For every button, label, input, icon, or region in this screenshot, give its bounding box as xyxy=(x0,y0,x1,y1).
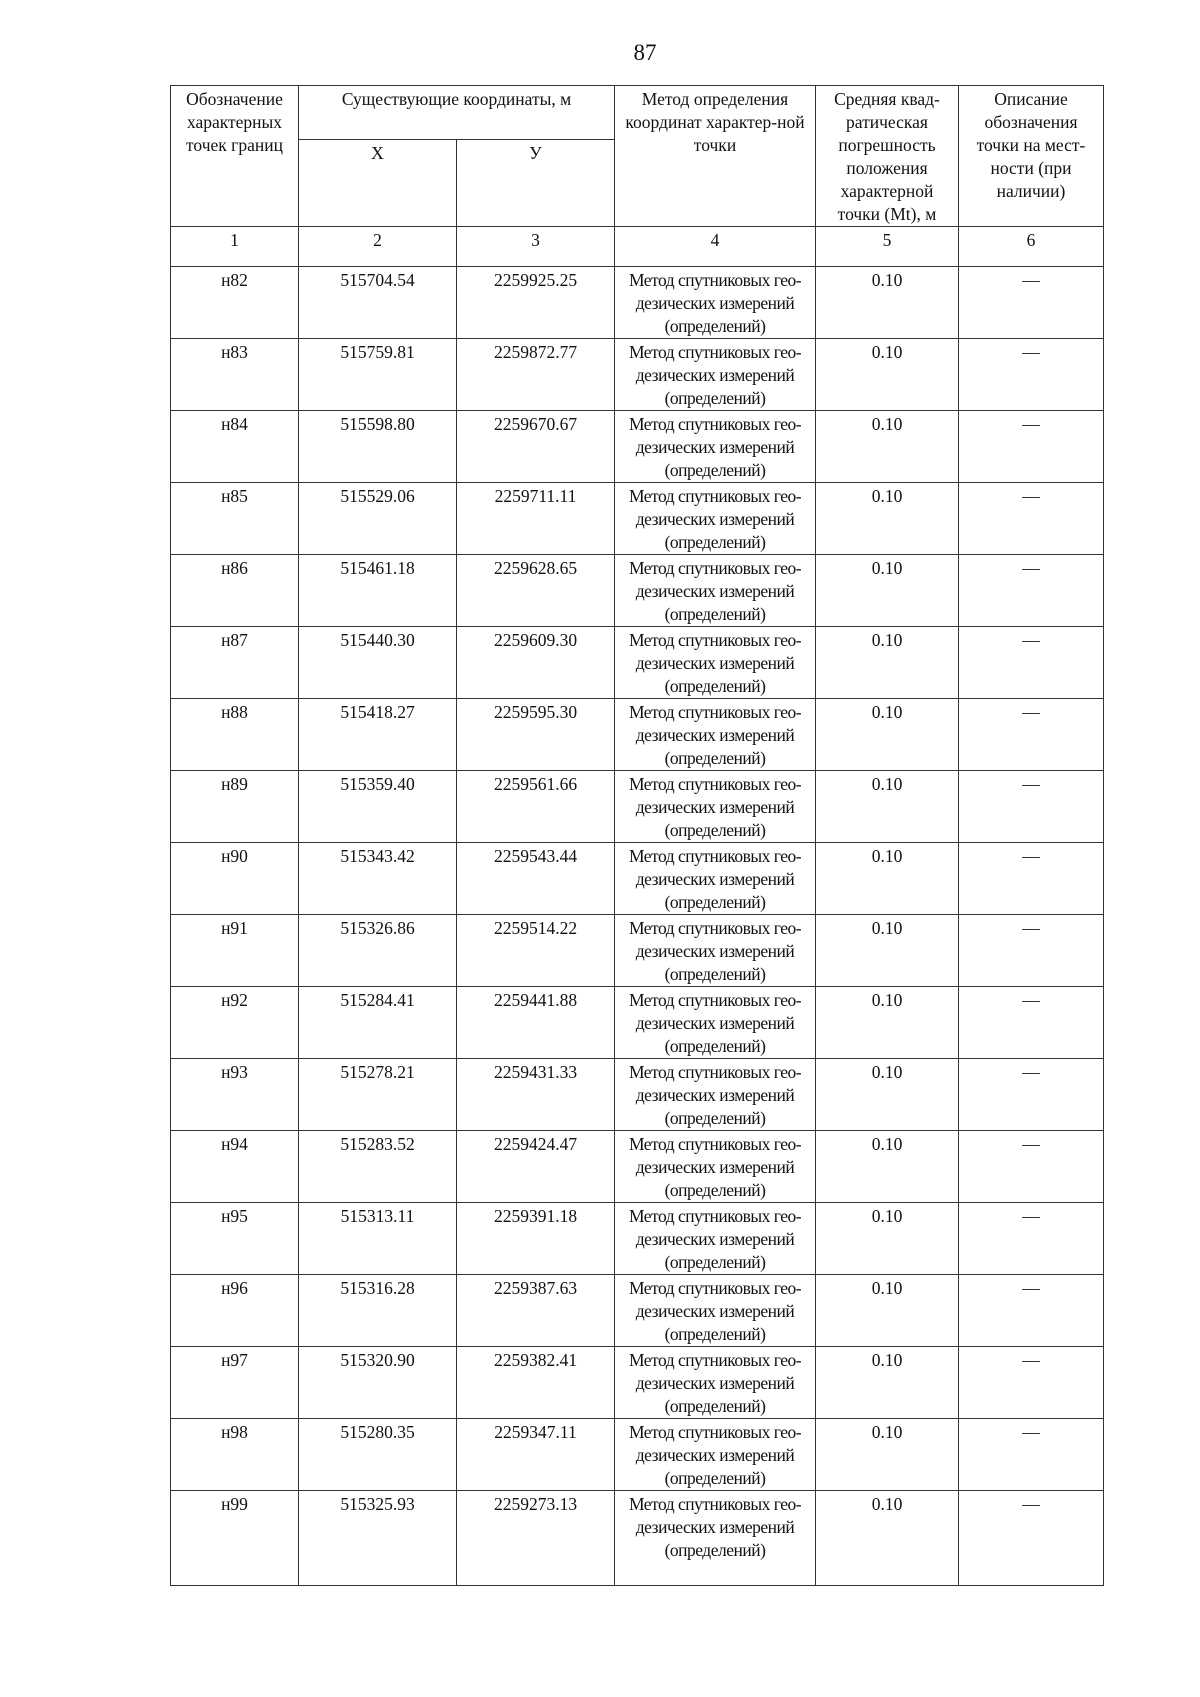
x-coordinate-cell: 515461.18 xyxy=(299,555,457,627)
mean-square-error-cell: 0.10 xyxy=(816,339,959,411)
method-cell: Метод спутниковых гео-дезических измерений (определений) xyxy=(615,1059,816,1131)
point-cell: н95 xyxy=(171,1203,299,1275)
description-cell: — xyxy=(959,411,1104,483)
table-row xyxy=(171,267,1104,339)
x-coordinate-cell: 515280.35 xyxy=(299,1419,457,1491)
x-coordinate-cell: 515325.93 xyxy=(299,1491,457,1586)
description-cell: — xyxy=(959,339,1104,411)
y-coordinate-cell: 2259424.47 xyxy=(457,1131,615,1203)
x-coordinate-cell: 515704.54 xyxy=(299,267,457,339)
header-method: Метод определения координат характер-ной точки xyxy=(615,86,816,227)
method-cell: Метод спутниковых гео-дезических измерений (определений) xyxy=(615,1419,816,1491)
y-coordinate-cell: 2259595.30 xyxy=(457,699,615,771)
mean-square-error-cell: 0.10 xyxy=(816,1203,959,1275)
mean-square-error-cell: 0.10 xyxy=(816,267,959,339)
description-cell: — xyxy=(959,699,1104,771)
x-coordinate-cell: 515278.21 xyxy=(299,1059,457,1131)
mean-square-error-cell: 0.10 xyxy=(816,915,959,987)
table-row xyxy=(171,555,1104,627)
x-coordinate-cell: 515529.06 xyxy=(299,483,457,555)
point-cell: н82 xyxy=(171,267,299,339)
mean-square-error-cell: 0.10 xyxy=(816,843,959,915)
description-cell: — xyxy=(959,843,1104,915)
y-coordinate-cell: 2259347.11 xyxy=(457,1419,615,1491)
point-cell: н83 xyxy=(171,339,299,411)
point-cell: н88 xyxy=(171,699,299,771)
method-cell: Метод спутниковых гео-дезических измерений (определений) xyxy=(615,915,816,987)
point-cell: н86 xyxy=(171,555,299,627)
method-cell: Метод спутниковых гео-дезических измерений (определений) xyxy=(615,411,816,483)
table-row xyxy=(171,1275,1104,1347)
mean-square-error-cell: 0.10 xyxy=(816,699,959,771)
mean-square-error-cell: 0.10 xyxy=(816,1275,959,1347)
header-point-designation: Обозначение характерных точек границ xyxy=(171,86,299,227)
table-row xyxy=(171,339,1104,411)
method-cell: Метод спутниковых гео-дезических измерений (определений) xyxy=(615,771,816,843)
y-coordinate-cell: 2259382.41 xyxy=(457,1347,615,1419)
description-cell: — xyxy=(959,627,1104,699)
table-row xyxy=(171,699,1104,771)
method-cell: Метод спутниковых гео-дезических измерений (определений) xyxy=(615,627,816,699)
table-row xyxy=(171,1491,1104,1586)
x-coordinate-cell: 515440.30 xyxy=(299,627,457,699)
point-cell: н90 xyxy=(171,843,299,915)
point-cell: н89 xyxy=(171,771,299,843)
mean-square-error-cell: 0.10 xyxy=(816,483,959,555)
method-cell: Метод спутниковых гео-дезических измерений (определений) xyxy=(615,1347,816,1419)
point-cell: н96 xyxy=(171,1275,299,1347)
y-coordinate-cell: 2259561.66 xyxy=(457,771,615,843)
y-coordinate-cell: 2259543.44 xyxy=(457,843,615,915)
column-number: 3 xyxy=(457,227,615,267)
mean-square-error-cell: 0.10 xyxy=(816,1491,959,1586)
table-row xyxy=(171,1347,1104,1419)
method-cell: Метод спутниковых гео-дезических измерений (определений) xyxy=(615,555,816,627)
x-coordinate-cell: 515284.41 xyxy=(299,987,457,1059)
x-coordinate-cell: 515759.81 xyxy=(299,339,457,411)
mean-square-error-cell: 0.10 xyxy=(816,627,959,699)
header-mean-square-error: Средняя квад-ратическая погрешность положения характерной точки (Mt), м xyxy=(816,86,959,227)
table-row xyxy=(171,987,1104,1059)
y-coordinate-cell: 2259514.22 xyxy=(457,915,615,987)
table-row xyxy=(171,1131,1104,1203)
header-x: X xyxy=(299,140,457,227)
description-cell: — xyxy=(959,987,1104,1059)
description-cell: — xyxy=(959,1347,1104,1419)
method-cell: Метод спутниковых гео-дезических измерений (определений) xyxy=(615,987,816,1059)
table-row xyxy=(171,483,1104,555)
mean-square-error-cell: 0.10 xyxy=(816,1419,959,1491)
y-coordinate-cell: 2259431.33 xyxy=(457,1059,615,1131)
description-cell: — xyxy=(959,483,1104,555)
point-cell: н93 xyxy=(171,1059,299,1131)
point-cell: н84 xyxy=(171,411,299,483)
y-coordinate-cell: 2259925.25 xyxy=(457,267,615,339)
method-cell: Метод спутниковых гео-дезических измерений (определений) xyxy=(615,483,816,555)
description-cell: — xyxy=(959,1275,1104,1347)
point-cell: н94 xyxy=(171,1131,299,1203)
mean-square-error-cell: 0.10 xyxy=(816,987,959,1059)
point-cell: н98 xyxy=(171,1419,299,1491)
method-cell: Метод спутниковых гео-дезических измерений (определений) xyxy=(615,699,816,771)
method-cell: Метод спутниковых гео-дезических измерений (определений) xyxy=(615,1491,816,1586)
table-row xyxy=(171,771,1104,843)
table-row xyxy=(171,411,1104,483)
mean-square-error-cell: 0.10 xyxy=(816,771,959,843)
description-cell: — xyxy=(959,1131,1104,1203)
description-cell: — xyxy=(959,555,1104,627)
y-coordinate-cell: 2259273.13 xyxy=(457,1491,615,1586)
x-coordinate-cell: 515359.40 xyxy=(299,771,457,843)
method-cell: Метод спутниковых гео-дезических измерений (определений) xyxy=(615,1203,816,1275)
description-cell: — xyxy=(959,1203,1104,1275)
table-row xyxy=(171,1419,1104,1491)
column-number: 2 xyxy=(299,227,457,267)
mean-square-error-cell: 0.10 xyxy=(816,555,959,627)
mean-square-error-cell: 0.10 xyxy=(816,411,959,483)
mean-square-error-cell: 0.10 xyxy=(816,1347,959,1419)
header-description: Описание обозначения точки на мест-ности (при наличии) xyxy=(959,86,1104,227)
table-row xyxy=(171,915,1104,987)
page-number: 87 xyxy=(633,40,657,65)
table-row xyxy=(171,1203,1104,1275)
y-coordinate-cell: 2259441.88 xyxy=(457,987,615,1059)
y-coordinate-cell: 2259872.77 xyxy=(457,339,615,411)
mean-square-error-cell: 0.10 xyxy=(816,1131,959,1203)
column-number: 6 xyxy=(959,227,1104,267)
y-coordinate-cell: 2259628.65 xyxy=(457,555,615,627)
column-number: 4 xyxy=(615,227,816,267)
x-coordinate-cell: 515326.86 xyxy=(299,915,457,987)
y-coordinate-cell: 2259711.11 xyxy=(457,483,615,555)
mean-square-error-cell: 0.10 xyxy=(816,1059,959,1131)
point-cell: н87 xyxy=(171,627,299,699)
y-coordinate-cell: 2259387.63 xyxy=(457,1275,615,1347)
x-coordinate-cell: 515598.80 xyxy=(299,411,457,483)
table-row xyxy=(171,843,1104,915)
description-cell: — xyxy=(959,1491,1104,1586)
description-cell: — xyxy=(959,771,1104,843)
x-coordinate-cell: 515418.27 xyxy=(299,699,457,771)
table-row xyxy=(171,627,1104,699)
table-row xyxy=(171,1059,1104,1131)
method-cell: Метод спутниковых гео-дезических измерений (определений) xyxy=(615,339,816,411)
method-cell: Метод спутниковых гео-дезических измерений (определений) xyxy=(615,843,816,915)
header-existing-coordinates: Существующие координаты, м xyxy=(299,86,615,140)
description-cell: — xyxy=(959,267,1104,339)
description-cell: — xyxy=(959,1059,1104,1131)
description-cell: — xyxy=(959,1419,1104,1491)
point-cell: н91 xyxy=(171,915,299,987)
point-cell: н92 xyxy=(171,987,299,1059)
y-coordinate-cell: 2259391.18 xyxy=(457,1203,615,1275)
description-cell: — xyxy=(959,915,1104,987)
coordinates-table xyxy=(170,85,1104,1586)
x-coordinate-cell: 515320.90 xyxy=(299,1347,457,1419)
x-coordinate-cell: 515316.28 xyxy=(299,1275,457,1347)
x-coordinate-cell: 515343.42 xyxy=(299,843,457,915)
y-coordinate-cell: 2259670.67 xyxy=(457,411,615,483)
point-cell: н99 xyxy=(171,1491,299,1586)
point-cell: н85 xyxy=(171,483,299,555)
header-y: У xyxy=(457,140,615,227)
column-number: 5 xyxy=(816,227,959,267)
method-cell: Метод спутниковых гео-дезических измерений (определений) xyxy=(615,267,816,339)
x-coordinate-cell: 515313.11 xyxy=(299,1203,457,1275)
column-number: 1 xyxy=(171,227,299,267)
method-cell: Метод спутниковых гео-дезических измерений (определений) xyxy=(615,1131,816,1203)
y-coordinate-cell: 2259609.30 xyxy=(457,627,615,699)
method-cell: Метод спутниковых гео-дезических измерений (определений) xyxy=(615,1275,816,1347)
x-coordinate-cell: 515283.52 xyxy=(299,1131,457,1203)
point-cell: н97 xyxy=(171,1347,299,1419)
